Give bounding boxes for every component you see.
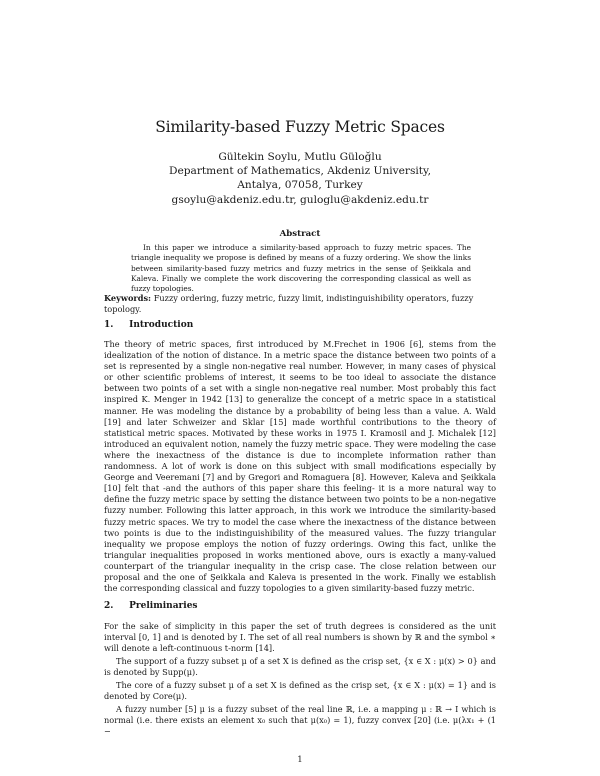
introduction-paragraph: The theory of metric spaces, first introduced by M.Frechet in 1906 [6], stems from the idealization of the notion of distance. In a metric space the distance between two points of a set is represented by a single non-negative real number. However, in many cases of physical or other scientific problems of interest, it seems to be too ideal to associate the distance between two points of a set with a single non-negative real number. Most probably this fact inspired K. Menger in 1942 [13] to generalize the concept of a metric space in a statistical manner. He was modeling the distance by a probability of being less than a value. A. Wald [19] and later Schweizer and Sklar [15] made worthful contributions to the theory of statistical metric spaces. Motivated by these works in 1975 I. Kramosil and J. Michalek [12] introduced an equivalent notion, namely the fuzzy metric space. They were modeling the case where the inexactness of the distance is due to incomplete information rather than randomness. A lot of work is done on this subject with small modifications especially by George and Veeremani [7] and by Gregori and Romaguera [8]. However, Kaleva and Şeikkala [10] felt that -and the authors of this paper share this feeling- it is a more natural way to define the fuzzy metric space by setting the distance between two points to be a non-negative fuzzy number. Following this latter approach, in this work we introduce the similarity-based fuzzy metric spaces. We try to model the case where the inexactness of the distance between two points is due to the indistinguishibility of the measured values. The fuzzy triangular inequality we propose employs the notion of fuzzy orderings. Owing this fact, unlike the triangular inequalities proposed in works mentioned above, ours is exactly a many-valued counterpart of the triangular inequality in the crisp case. The close relation between our proposal and the one of Şeikkala and Kaleva is presented in the work. Finally we establish the corresponding classical and fuzzy topologies to a given similarity-based fuzzy metric.	[104, 339, 496, 594]
abstract-heading: Abstract	[279, 229, 321, 239]
abstract-text: In this paper we introduce a similarity-based approach to fuzzy metric spaces. The triangle inequality we propose is defined by means of a fuzzy ordering. We show the links between similarity-based fuzzy metrics and fuzzy metrics in the sense of Şeikkala and Kaleva. Finally we complete the work discovering the corresponding classical as well as fuzzy topologies.	[131, 243, 471, 294]
section-number: 1.	[104, 320, 114, 330]
preliminaries-paragraph-1: For the sake of simplicity in this paper the set of truth degrees is considered as the unit interval [0, 1] and is denoted by I. The set of all real numbers is shown by ℝ and the symbol ∗ will denote a left-continuous t-norm [14].	[104, 621, 496, 654]
preliminaries-paragraph-3: The core of a fuzzy subset μ of a set X is defined as the crisp set, {x ∈ X : μ(x) = 1} and is denoted by Core(μ).	[104, 680, 496, 702]
section-title: Preliminaries	[129, 601, 198, 611]
keywords-text: Fuzzy ordering, fuzzy metric, fuzzy limit, indistinguishibility operators, fuzzy topology.	[104, 293, 474, 314]
author-block	[0, 150, 600, 207]
section-title: Introduction	[129, 320, 194, 330]
section-number: 2.	[104, 601, 114, 611]
author-emails: gsoylu@akdeniz.edu.tr, guloglu@akdeniz.edu.tr	[171, 193, 429, 206]
preliminaries-paragraph-2: The support of a fuzzy subset μ of a set X is defined as the crisp set, {x ∈ X : μ(x) > 0} and is denoted by Supp(μ).	[104, 656, 496, 678]
section-heading-preliminaries	[104, 601, 496, 611]
keywords	[104, 293, 496, 315]
preliminaries-paragraph-4: A fuzzy number [5] μ is a fuzzy subset of the real line ℝ, i.e. a mapping μ : ℝ → I which is normal (i.e. there exists an element x₀ such that μ(x₀) = 1), fuzzy convex [20] (i.e. μ(λx₁ + (1 −	[104, 704, 496, 737]
author-location: Antalya, 07058, Turkey	[237, 179, 363, 192]
abstract-body	[131, 243, 471, 294]
section-heading-introduction	[104, 320, 496, 330]
keywords-label: Keywords:	[104, 293, 152, 303]
paper-title: Similarity-based Fuzzy Metric Spaces	[155, 118, 445, 136]
page-number: 1	[297, 755, 303, 765]
author-names: Gültekin Soylu, Mutlu Güloğlu	[218, 151, 382, 163]
author-department: Department of Mathematics, Akdeniz University,	[169, 165, 431, 178]
